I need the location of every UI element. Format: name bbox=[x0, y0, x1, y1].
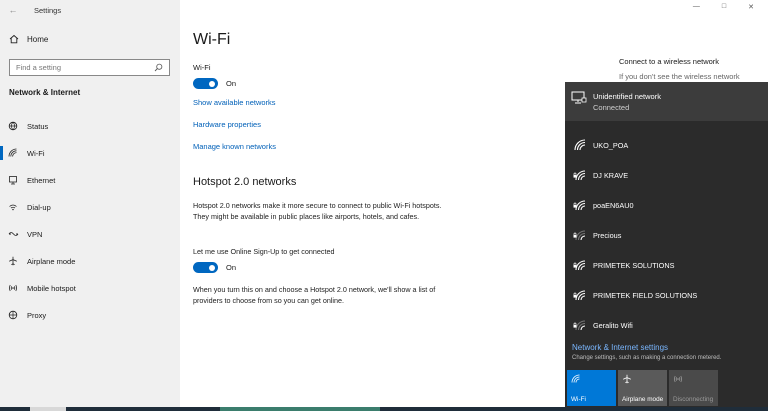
signup-description: When you turn this on and choose a Hotspot 2.0 network, we'll show a list of providers to choose from so you can get online. bbox=[193, 285, 436, 305]
airplane-icon bbox=[622, 374, 632, 384]
network-name: PRIMETEK FIELD SOLUTIONS bbox=[593, 290, 698, 300]
wifi-secured-icon bbox=[566, 169, 594, 181]
taskbar-app[interactable] bbox=[220, 407, 380, 411]
window-controls bbox=[693, 3, 754, 11]
home-nav[interactable] bbox=[9, 34, 48, 44]
sidebar-item-airplane-mode[interactable] bbox=[0, 252, 180, 270]
wifi-quick-tile[interactable] bbox=[567, 370, 616, 406]
search-placeholder: Find a setting bbox=[16, 63, 62, 72]
wifi-secured-icon bbox=[566, 259, 594, 271]
wifi-secured-icon bbox=[566, 289, 594, 301]
wifi-signal-icon bbox=[566, 139, 594, 151]
wifi-secured-icon bbox=[566, 199, 594, 211]
network-name: DJ KRAVE bbox=[593, 170, 629, 180]
close-icon[interactable]: ✕ bbox=[748, 4, 754, 11]
signup-toggle[interactable] bbox=[193, 262, 218, 273]
hotspot-quick-tile bbox=[669, 370, 718, 406]
sidebar-item-wifi[interactable] bbox=[0, 144, 180, 162]
title-bar bbox=[0, 0, 180, 20]
network-settings-description: Change settings, such as making a connection metered. bbox=[572, 355, 722, 361]
network-item[interactable] bbox=[565, 160, 768, 190]
sidebar-item-label: Status bbox=[27, 121, 49, 131]
network-item[interactable] bbox=[565, 220, 768, 250]
wifi-icon bbox=[0, 148, 26, 158]
back-arrow-icon[interactable]: ← bbox=[8, 5, 18, 15]
hotspot-icon bbox=[0, 283, 26, 293]
hardware-properties-link[interactable]: Hardware properties bbox=[193, 120, 261, 129]
network-item[interactable] bbox=[565, 310, 768, 340]
network-item[interactable] bbox=[565, 280, 768, 310]
globe-icon bbox=[0, 121, 26, 131]
connect-heading: Connect to a wireless network bbox=[619, 57, 720, 66]
network-settings-link[interactable]: Network & Internet settings bbox=[572, 343, 669, 352]
wifi-secured-weak-icon bbox=[566, 319, 594, 331]
network-name: Precious bbox=[593, 230, 622, 240]
sidebar-item-label: Airplane mode bbox=[27, 256, 76, 266]
quick-tile-label: Wi-Fi bbox=[571, 396, 586, 403]
network-item[interactable] bbox=[565, 130, 768, 160]
taskbar-active-app[interactable] bbox=[30, 407, 66, 411]
hotspot-description: Hotspot 2.0 networks make it more secure to connect to public Wi-Fi hotspots. They might be available in public places like airports, hotels, and cafes. bbox=[193, 201, 442, 221]
airplane-icon bbox=[0, 256, 26, 266]
network-name: UKO_POA bbox=[593, 140, 629, 150]
ethernet-monitor-icon bbox=[571, 91, 587, 104]
hotspot-icon bbox=[673, 374, 683, 384]
sidebar-item-status[interactable] bbox=[0, 117, 180, 135]
home-label: Home bbox=[27, 34, 49, 44]
airplane-mode-quick-tile[interactable] bbox=[618, 370, 667, 406]
sidebar-item-label: Dial-up bbox=[27, 202, 51, 212]
sidebar-item-vpn[interactable] bbox=[0, 225, 180, 243]
search-input[interactable] bbox=[9, 59, 170, 76]
network-item[interactable] bbox=[565, 250, 768, 280]
wifi-label: Wi-Fi bbox=[193, 63, 211, 72]
hotspot-title: Hotspot 2.0 networks bbox=[193, 176, 297, 188]
sidebar-item-label: Wi-Fi bbox=[27, 148, 45, 158]
wifi-icon bbox=[571, 374, 581, 383]
sidebar-item-label: Mobile hotspot bbox=[27, 283, 76, 293]
vpn-icon bbox=[0, 230, 26, 238]
wifi-toggle-state: On bbox=[226, 79, 237, 88]
wifi-toggle[interactable] bbox=[193, 78, 218, 89]
home-icon bbox=[9, 34, 19, 44]
network-item[interactable] bbox=[565, 190, 768, 220]
sidebar-item-ethernet[interactable] bbox=[0, 171, 180, 189]
sidebar-item-label: Ethernet bbox=[27, 175, 56, 185]
section-title: Network & Internet bbox=[9, 88, 81, 97]
sidebar-item-label: VPN bbox=[27, 229, 43, 239]
signup-toggle-state: On bbox=[226, 263, 237, 272]
manage-known-networks-link[interactable]: Manage known networks bbox=[193, 142, 276, 151]
dialup-icon bbox=[0, 202, 26, 212]
sidebar-item-dial-up[interactable] bbox=[0, 198, 180, 216]
current-network[interactable] bbox=[565, 82, 768, 121]
sidebar-item-label: Proxy bbox=[27, 310, 47, 320]
wifi-secured-weak-icon bbox=[566, 229, 594, 241]
search-icon[interactable] bbox=[154, 63, 163, 72]
network-name: Geralito Wifi bbox=[593, 320, 633, 330]
signup-label: Let me use Online Sign-Up to get connected bbox=[193, 247, 335, 256]
window-title: Settings bbox=[34, 5, 62, 15]
signup-toggle-row bbox=[193, 262, 236, 273]
taskbar bbox=[0, 407, 768, 411]
sidebar bbox=[0, 0, 180, 407]
maximize-icon[interactable]: □ bbox=[721, 3, 727, 10]
ethernet-icon bbox=[0, 175, 26, 185]
minimize-icon[interactable]: — bbox=[692, 3, 700, 10]
sidebar-item-proxy[interactable] bbox=[0, 306, 180, 324]
connect-subtext: If you don't see the wireless network bbox=[619, 72, 740, 81]
sidebar-item-mobile-hotspot[interactable] bbox=[0, 279, 180, 297]
network-flyout bbox=[565, 82, 768, 407]
page-title: Wi-Fi bbox=[193, 31, 231, 48]
current-network-name: Unidentified network bbox=[593, 92, 661, 101]
proxy-icon bbox=[0, 310, 26, 320]
network-name: PRIMETEK SOLUTIONS bbox=[593, 260, 675, 270]
network-name: poaEN6AU0 bbox=[593, 200, 634, 210]
quick-tile-label: Disconnecting bbox=[673, 396, 714, 403]
show-available-networks-link[interactable]: Show available networks bbox=[193, 98, 276, 107]
quick-tile-label: Airplane mode bbox=[622, 396, 664, 403]
current-network-status: Connected bbox=[593, 103, 630, 112]
wifi-toggle-row bbox=[193, 78, 236, 89]
